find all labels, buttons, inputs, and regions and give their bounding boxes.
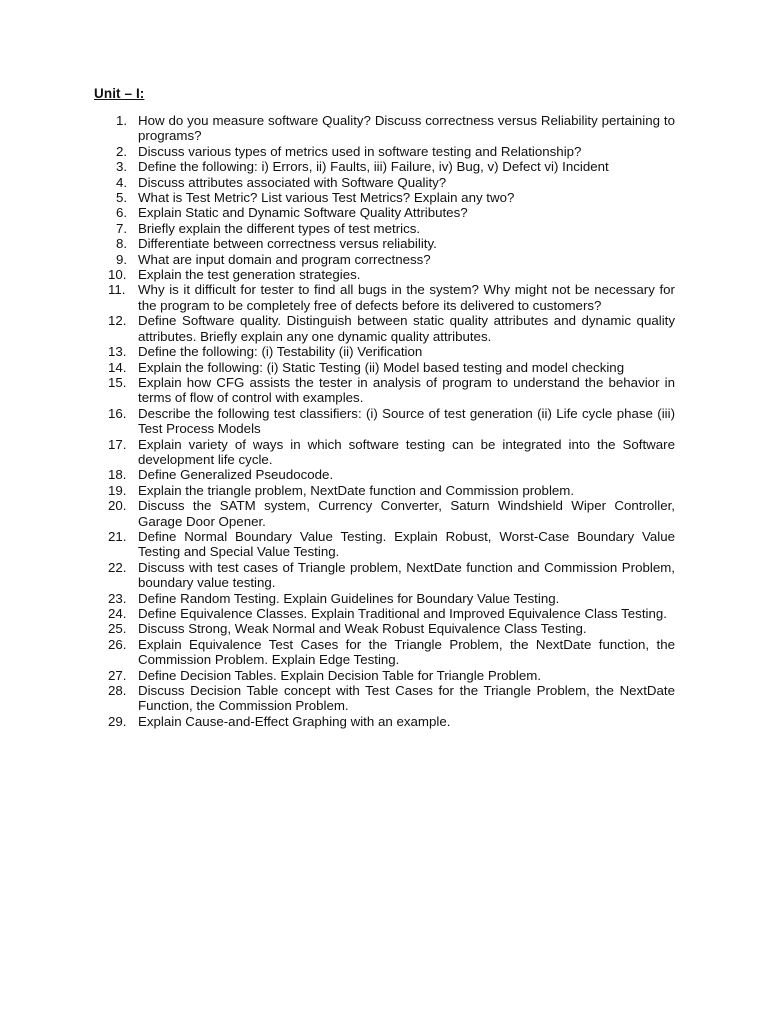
question-item [108, 529, 675, 560]
question-text: What is Test Metric? List various Test Metrics? Explain any two? [138, 190, 515, 206]
question-text: Why is it difficult for tester to find all bugs in the system? Why might not be necessary for the program to be completely free of defects before its delivered to customers? [138, 282, 675, 313]
question-number: 29. [108, 713, 127, 729]
question-text: Describe the following test classifiers: (i) Source of test generation (ii) Life cycle phase (iii) Test Process Models [138, 405, 675, 437]
question-number: 3. [116, 159, 128, 175]
question-item [108, 714, 675, 729]
question-text: Explain variety of ways in which software testing can be integrated into the Software development life cycle. [138, 436, 675, 467]
question-number: 15. [108, 374, 127, 390]
question-number: 8. [116, 236, 128, 252]
question-number: 9. [116, 251, 128, 267]
question-item [108, 637, 675, 668]
question-text: Explain the following: (i) Static Testing (ii) Model based testing and model checking [138, 359, 625, 375]
question-item [108, 221, 675, 236]
question-text: Discuss the SATM system, Currency Converter, Saturn Windshield Wiper Controller, Garage Door Opener. [138, 498, 675, 529]
question-text: Explain how CFG assists the tester in analysis of program to understand the behavior in terms of flow of control with examples. [138, 374, 675, 406]
question-item [108, 144, 675, 159]
question-text: Define Random Testing. Explain Guidelines for Boundary Value Testing. [138, 590, 560, 606]
question-text: Define Software quality. Distinguish between static quality attributes and dynamic quality attributes. Briefly explain any one dynamic quality attributes. [138, 313, 675, 344]
question-text: Briefly explain the different types of test metrics. [138, 220, 421, 236]
question-number: 7. [116, 220, 128, 236]
question-item [108, 205, 675, 220]
question-text: Explain Equivalence Test Cases for the Triangle Problem, the NextDate function, the Commission Problem. Explain Edge Testing. [138, 636, 675, 668]
question-number: 22. [108, 559, 127, 575]
question-number: 11. [108, 282, 126, 298]
question-text: Define Decision Tables. Explain Decision Table for Triangle Problem. [138, 667, 542, 683]
question-item [108, 282, 675, 313]
question-item [108, 668, 675, 683]
question-item [108, 344, 675, 359]
question-item [108, 175, 675, 190]
question-text: Explain the triangle problem, NextDate function and Commission problem. [138, 482, 575, 498]
question-item [108, 437, 675, 468]
question-text: Define Generalized Pseudocode. [138, 467, 334, 483]
question-number: 18. [108, 467, 127, 483]
question-item [108, 467, 675, 482]
question-number: 28. [108, 683, 127, 699]
question-number: 16. [108, 405, 127, 421]
question-item [108, 360, 675, 375]
question-item [108, 159, 675, 174]
question-number: 19. [108, 482, 127, 498]
question-item [108, 252, 675, 267]
question-text: Define the following: (i) Testability (ii) Verification [138, 344, 423, 360]
question-number: 1. [116, 113, 128, 128]
question-number: 12. [108, 313, 127, 329]
question-number: 6. [116, 205, 128, 221]
question-item [108, 113, 675, 144]
question-text: Discuss attributes associated with Software Quality? [138, 174, 447, 190]
question-item [108, 483, 675, 498]
question-number: 17. [108, 436, 127, 452]
question-item [108, 406, 675, 437]
question-number: 14. [108, 359, 127, 375]
question-item [108, 313, 675, 344]
question-text: Explain Cause-and-Effect Graphing with an example. [138, 713, 451, 729]
question-text: What are input domain and program correctness? [138, 251, 431, 267]
question-text: Define Equivalence Classes. Explain Traditional and Improved Equivalence Class Testing. [138, 606, 667, 621]
question-text: Discuss Decision Table concept with Test Cases for the Triangle Problem, the NextDate Function, the Commission Problem. [138, 683, 675, 714]
question-item [108, 190, 675, 205]
question-number: 5. [116, 190, 128, 206]
question-item [108, 375, 675, 406]
unit-heading: Unit – I: [94, 86, 145, 101]
question-number: 25. [108, 621, 127, 637]
question-item [108, 560, 675, 591]
question-item [108, 267, 675, 282]
question-number: 10. [108, 267, 127, 283]
question-text: Explain the test generation strategies. [138, 267, 361, 283]
question-text: Explain Static and Dynamic Software Quality Attributes? [138, 205, 468, 221]
question-item [108, 683, 675, 714]
question-number: 4. [116, 174, 128, 190]
question-number: 23. [108, 590, 127, 606]
question-number: 20. [108, 498, 127, 514]
question-text: Differentiate between correctness versus reliability. [138, 236, 437, 252]
question-number: 26. [108, 636, 127, 652]
question-item [108, 606, 675, 621]
question-text: Discuss various types of metrics used in software testing and Relationship? [138, 143, 582, 159]
question-number: 24. [108, 606, 127, 621]
question-text: Define Normal Boundary Value Testing. Explain Robust, Worst-Case Boundary Value Testing and Special Value Testing. [138, 528, 675, 560]
question-number: 27. [108, 667, 127, 683]
question-item [108, 498, 675, 529]
question-number: 2. [116, 143, 128, 159]
question-number: 21. [108, 528, 127, 544]
question-text: Define the following: i) Errors, ii) Faults, iii) Failure, iv) Bug, v) Defect vi) Incident [138, 159, 609, 175]
question-number: 13. [108, 344, 127, 360]
question-item [108, 236, 675, 251]
question-text: Discuss with test cases of Triangle problem, NextDate function and Commission Problem, boundary value testing. [138, 559, 675, 591]
question-item [108, 621, 675, 636]
question-text: How do you measure software Quality? Discuss correctness versus Reliability pertaining to programs? [138, 113, 675, 144]
question-item [108, 591, 675, 606]
question-list [108, 113, 675, 729]
question-text: Discuss Strong, Weak Normal and Weak Robust Equivalence Class Testing. [138, 621, 587, 637]
